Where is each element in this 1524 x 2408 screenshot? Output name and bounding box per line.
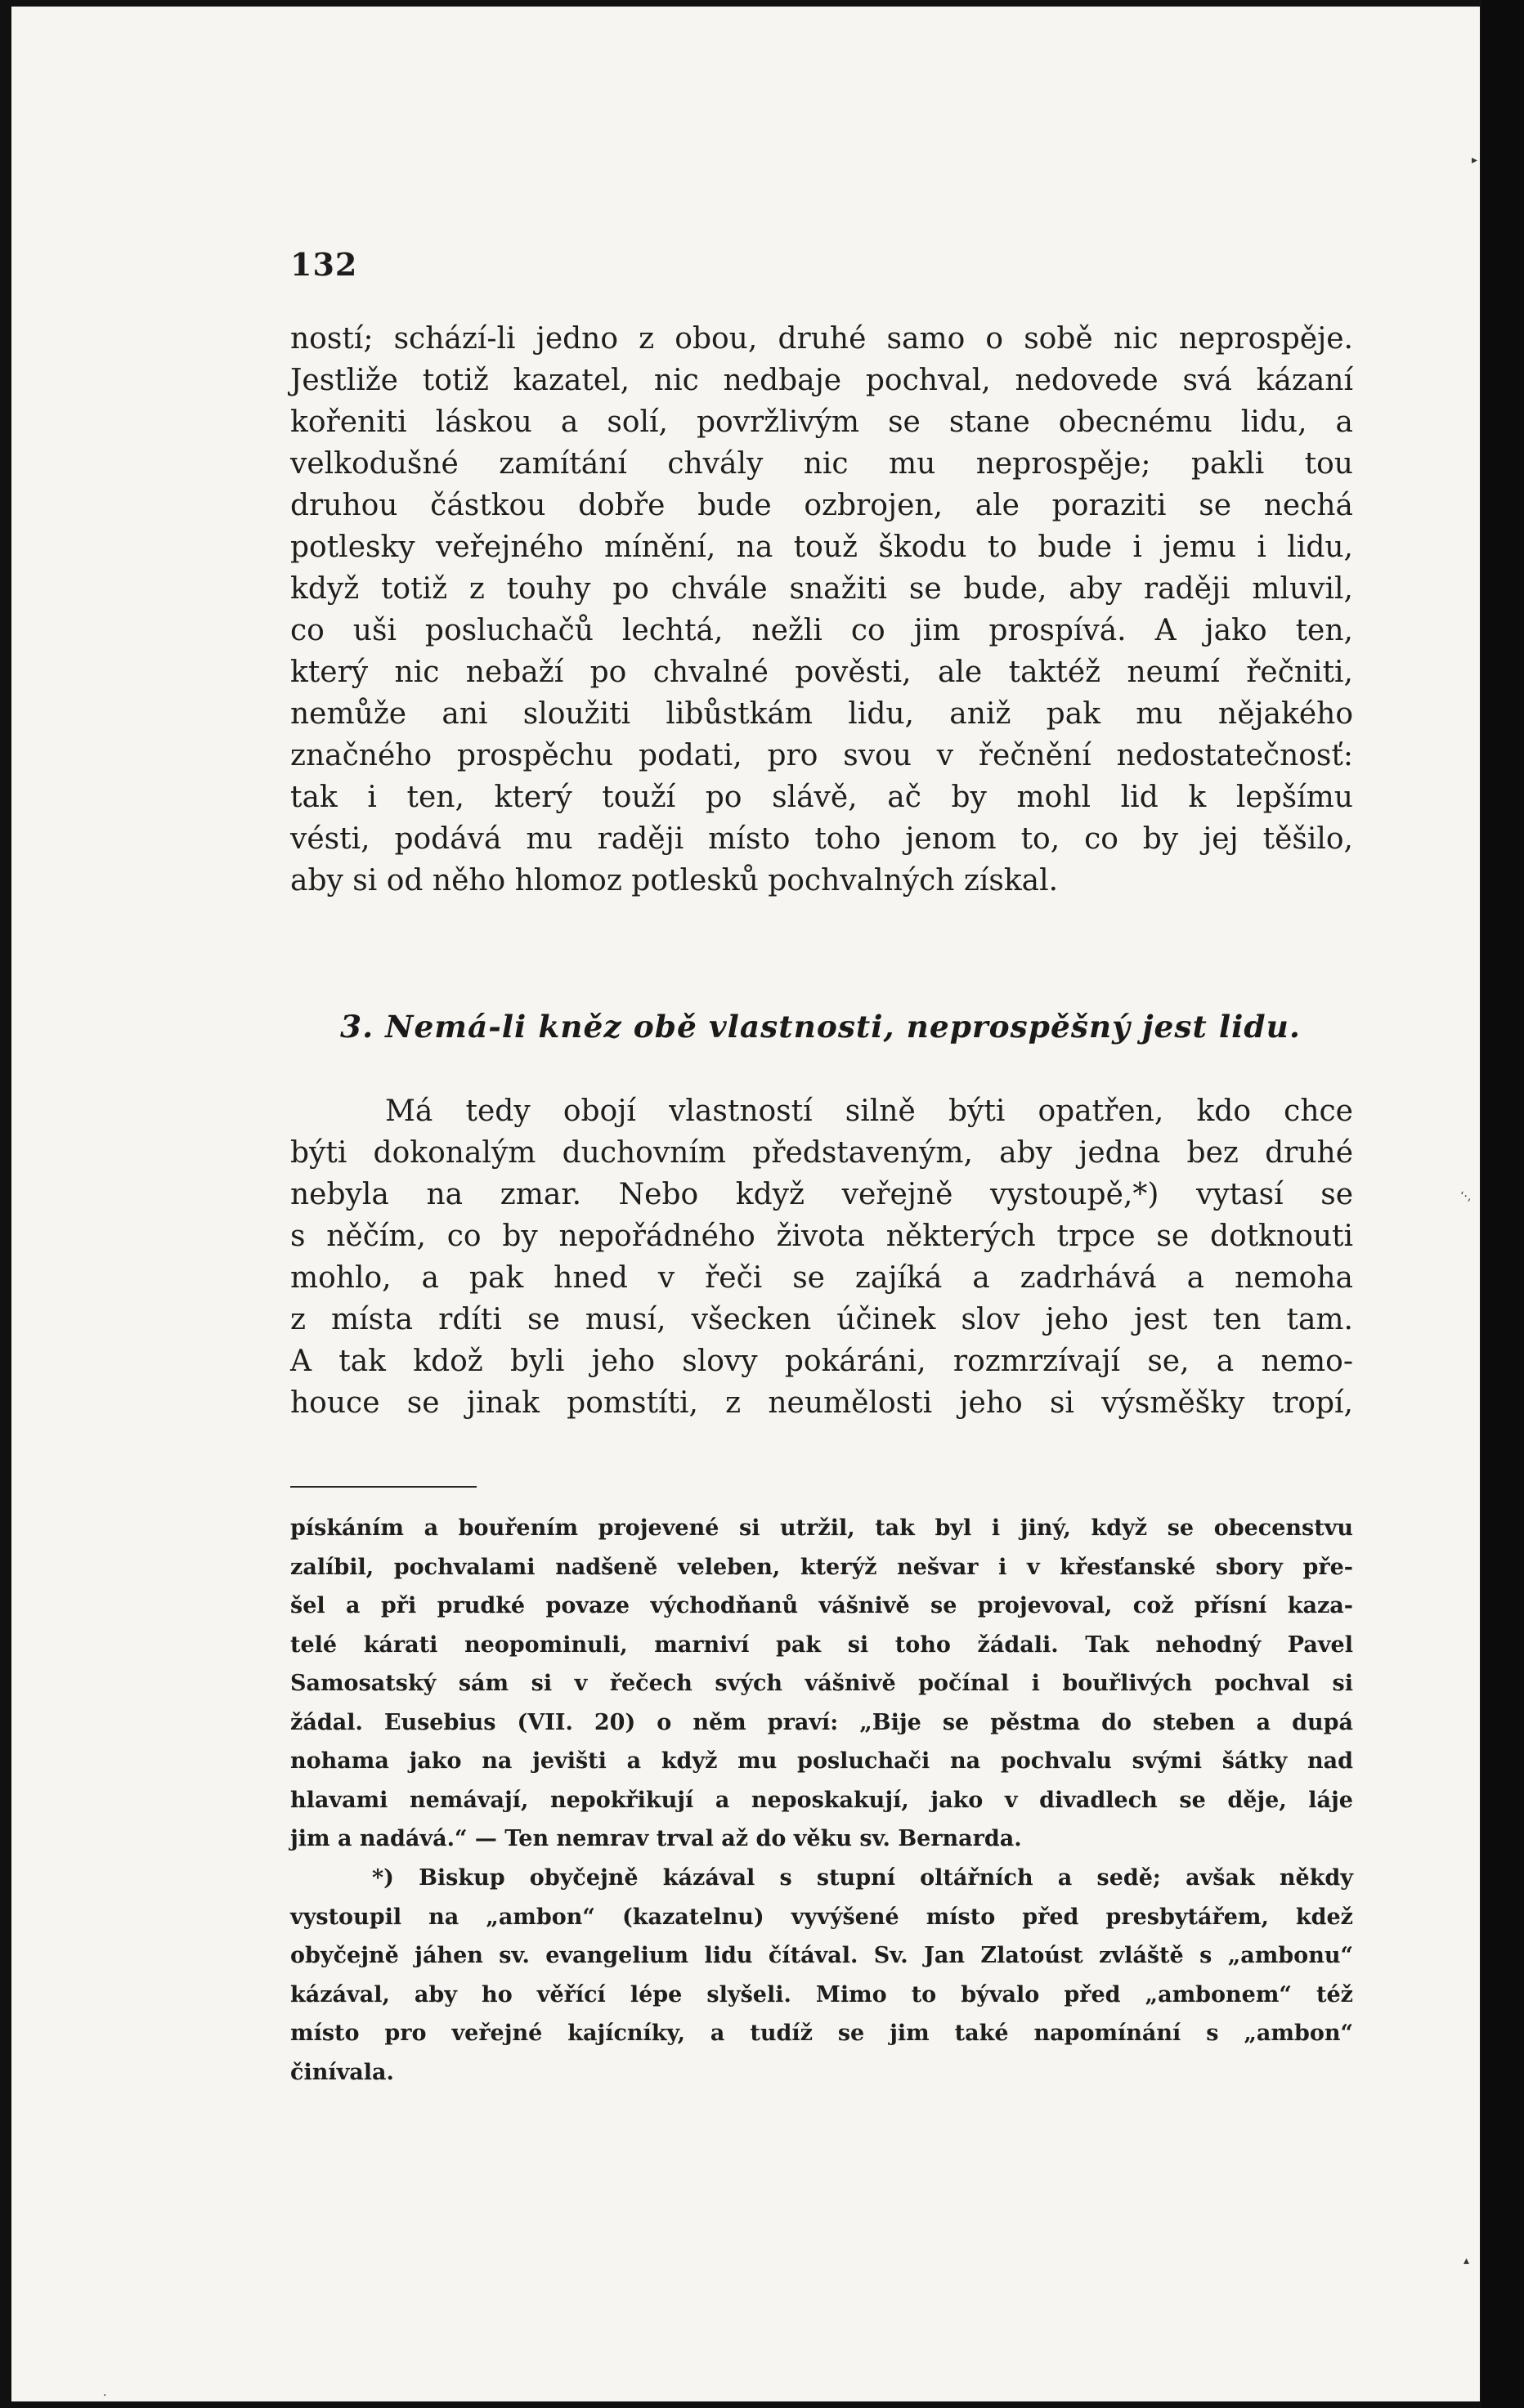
text-line: kořeniti láskou a solí, povržlivým se stane obecnému lidu, a <box>290 405 1353 439</box>
text-line: vésti, podává mu raději místo toho jenom to, co by jej těšilo, <box>290 822 1353 856</box>
footnote-line: kázával, aby ho věřící lépe slyšeli. Mimo to bývalo před „ambonem“ též <box>290 1981 1353 2007</box>
text-line: když totiž z touhy po chvále snažiti se bude, aby raději mluvil, <box>290 572 1353 606</box>
footnote-line: obyčejně jáhen sv. evangelium lidu čítával. Sv. Jan Zlatoúst zvláště s „ambonu“ <box>290 1943 1353 1968</box>
footnote-rule <box>290 1486 477 1488</box>
footnote-line: Samosatský sám si v řečech svých vášnivě počínal i bouřlivých pochval si <box>290 1671 1353 1696</box>
footnote-line: šel a při prudké povaze východňanů vášnivě se projevoval, což přísní kaza- <box>290 1593 1353 1618</box>
text-line: houce se jinak pomstíti, z neumělosti jeho si výsměšky tropí, <box>290 1386 1353 1420</box>
paragraph-2 <box>290 1090 1353 1424</box>
scan-speck: ▸ <box>1472 154 1478 167</box>
footnote-line: hlavami nemávají, nepokřikují a neposkakují, jako v divadlech se děje, láje <box>290 1787 1353 1813</box>
text-line: Má tedy obojí vlastností silně býti opatřen, kdo chce <box>385 1094 1353 1128</box>
footnote-line: zalíbil, pochvalami nadšeně veleben, kterýž nešvar i v křesťanské sbory pře- <box>290 1554 1353 1580</box>
text-line: tak i ten, který touží po slávě, ač by mohl lid k lepšímu <box>290 781 1353 814</box>
section-heading: 3. Nemá-li kněz obě vlastnosti, neprospěšný jest lidu. <box>340 1009 1301 1045</box>
footnote-line: telé kárati neopominuli, marniví pak si toho žádali. Tak nehodný Pavel <box>290 1631 1353 1658</box>
scan-speck: ‘·, <box>1460 1190 1472 1203</box>
footnote-line: činívala. <box>290 2059 394 2085</box>
text-line: značného prospěchu podati, pro svou v řečnění nedostatečnosť: <box>290 739 1353 772</box>
scan-speck: · <box>103 2389 107 2401</box>
page-number: 132 <box>290 246 358 283</box>
paragraph-1 <box>290 318 1353 902</box>
text-line: druhou částkou dobře bude ozbrojen, ale poraziti se nechá <box>290 489 1353 522</box>
footnote-continued <box>290 1509 1353 1859</box>
scan-speck: ▴ <box>1463 2254 1470 2267</box>
footnote-line: jim a nadává.“ — Ten nemrav trval až do věku sv. Bernarda. <box>290 1826 1022 1851</box>
footnote-line: nohama jako na jevišti a když mu posluchači na pochvalu svými šátky nad <box>290 1748 1353 1774</box>
scan-border <box>1481 0 1524 2408</box>
text-line: A tak kdož byli jeho slovy pokáráni, rozmrzívají se, a nemo- <box>290 1345 1353 1378</box>
footnote-star <box>290 1859 1353 2092</box>
footnote-line: *) Biskup obyčejně kázával s stupní oltářních a sedě; avšak někdy <box>372 1865 1353 1891</box>
text-line: co uši posluchačů lechtá, nežli co jim prospívá. A jako ten, <box>290 614 1353 647</box>
text-line: potlesky veřejného mínění, na touž škodu to bude i jemu i lidu, <box>290 530 1353 564</box>
footnote-line: místo pro veřejné kajícníky, a tudíž se jim také napomínání s „ambon“ <box>290 2021 1353 2046</box>
text-line: aby si od něho hlomoz potlesků pochvalných získal. <box>290 864 1059 897</box>
text-line: velkodušné zamítání chvály nic mu neprospěje; pakli tou <box>290 447 1353 481</box>
text-line: který nic nebaží po chvalné pověsti, ale taktéž neumí řečniti, <box>290 656 1353 689</box>
footnote-line: žádal. Eusebius (VII. 20) o něm praví: „Bije se pěstma do steben a dupá <box>290 1709 1353 1735</box>
text-line: z místa rdíti se musí, všecken účinek slov jeho jest ten tam. <box>290 1303 1353 1336</box>
text-line: nemůže ani sloužiti libůstkám lidu, aniž pak mu nějakého <box>290 697 1353 731</box>
text-line: s něčím, co by nepořádného života některých trpce se dotknouti <box>290 1220 1353 1253</box>
text-line: ností; schází-li jedno z obou, druhé samo o sobě nic neprospěje. <box>290 322 1353 356</box>
footnote-line: vystoupil na „ambon“ (kazatelnu) vyvýšené místo před presbytářem, kdež <box>290 1904 1353 1930</box>
text-line: mohlo, a pak hned v řeči se zajíká a zadrhává a nemoha <box>290 1261 1353 1295</box>
text-line: nebyla na zmar. Nebo když veřejně vystoupě,*) vytasí se <box>290 1178 1353 1211</box>
footnote-line: pískáním a bouřením projevené si utržil, tak byl i jiný, když se obecenstvu <box>290 1515 1353 1541</box>
book-page <box>11 7 1480 2401</box>
text-line: Jestliže totiž kazatel, nic nedbaje pochval, nedovede svá kázaní <box>290 364 1353 397</box>
text-line: býti dokonalým duchovním představeným, aby jedna bez druhé <box>290 1136 1353 1170</box>
